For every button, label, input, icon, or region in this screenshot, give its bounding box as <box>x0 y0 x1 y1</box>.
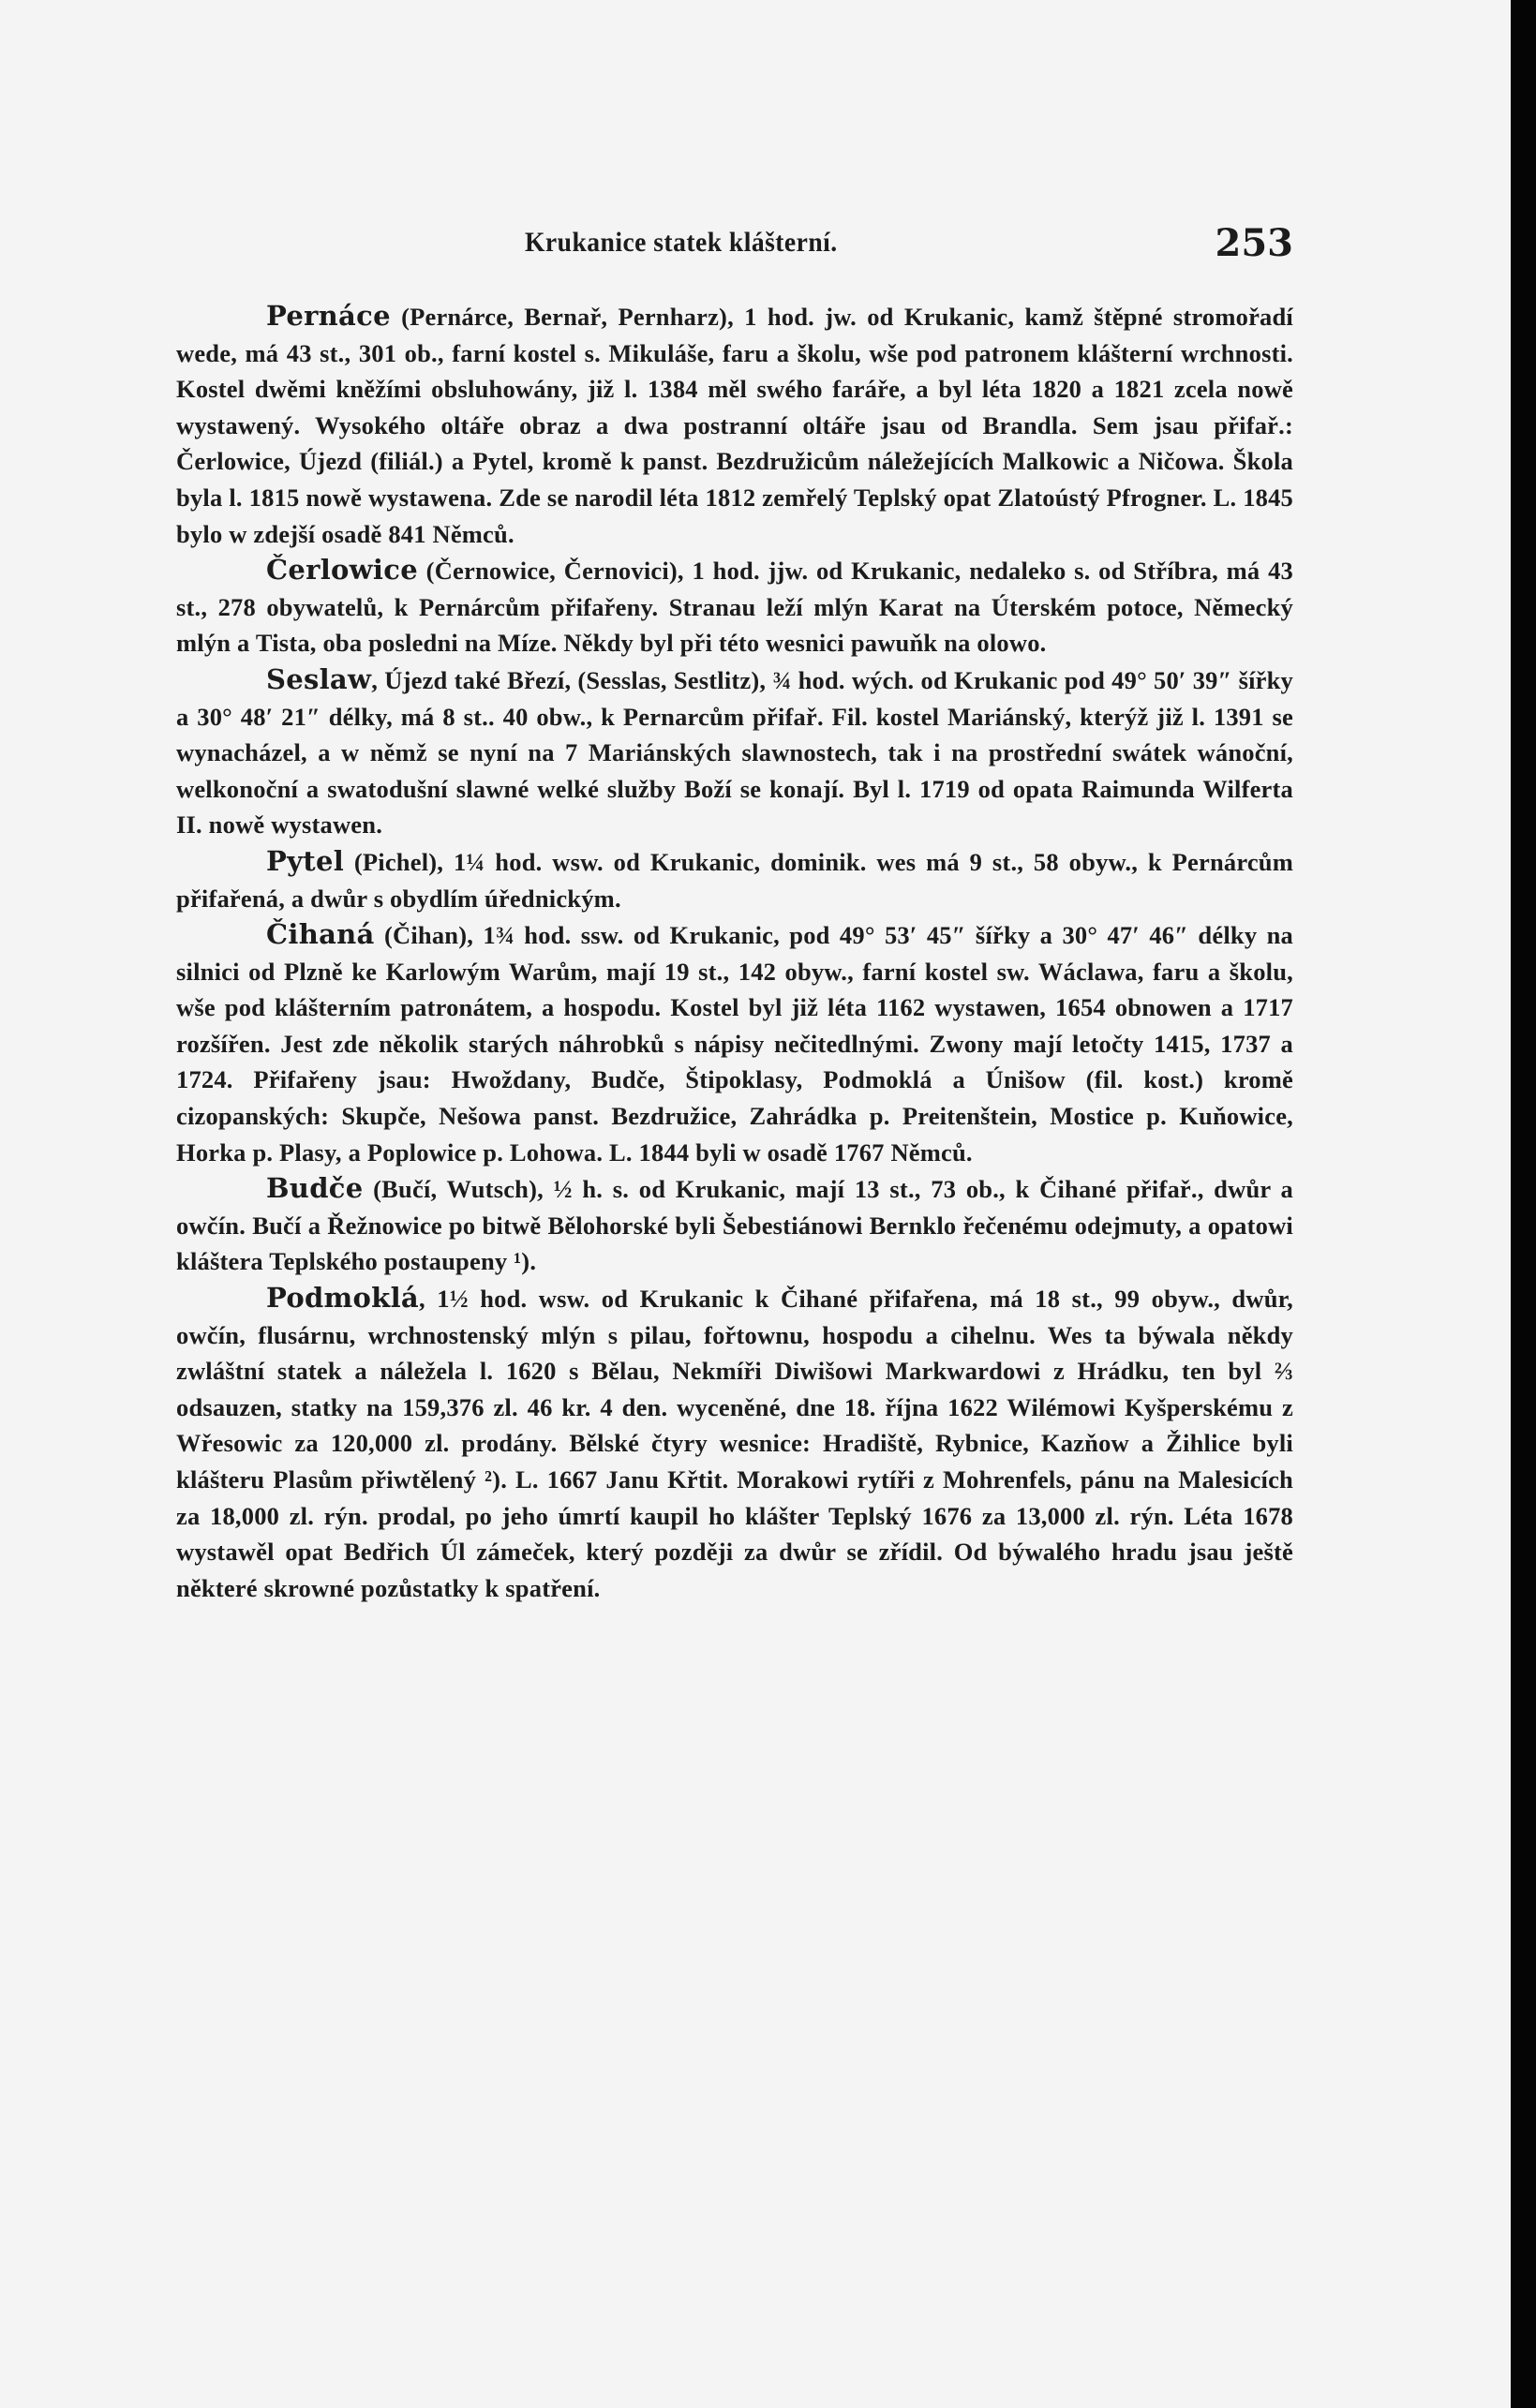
entry-text: (Pichel), 1¼ hod. wsw. od Krukanic, dominik. wes má 9 st., 58 obyw., k Pernárcům přifařená, a dwůr s obydlím úřednickým. <box>176 847 1293 913</box>
header-title: Krukanice statek klášterní. <box>525 227 838 258</box>
entry-podmokla <box>176 1280 1293 1606</box>
entry-term: Čerlowice <box>266 554 418 587</box>
body-text <box>176 298 1293 1606</box>
entry-term: Pernáce <box>266 300 391 332</box>
entry-term: Čihaná <box>266 918 375 951</box>
entry-cihana <box>176 916 1293 1170</box>
entry-budce <box>176 1170 1293 1280</box>
entry-cerlowice <box>176 552 1293 661</box>
entry-seslaw <box>176 661 1293 843</box>
page-number: 253 <box>1215 221 1293 265</box>
entry-text: (Čihan), 1¾ hod. ssw. od Krukanic, pod 49° 53′ 45″ šířky a 30° 47′ 46″ délky na silnici od Plzně ke Karlowým Warům, mají 19 st., 142 obyw., farní kostel sw. Wáclawa, faru a školu, wše pod klášterním patronátem, a hospodu. Kostel byl již léta 1162 wystawen, 1654 obnowen a 1717 rozšířen. Jest zde několik starých náhrobků s nápisy nečitedlnými. Zwony mají letočty 1415, 1737 a 1724. Přifařeny jsau: Hwoždany, Budče, Štipoklasy, Podmoklá a Únišow (fil. kost.) kromě cizopanských: Skupče, Nešowa panst. Bezdružice, Zahrádka p. Preitenštein, Mostice p. Kuňowice, Horka p. Plasy, a Poplowice p. Lohowa. L. 1844 byli w osadě 1767 Němců. <box>176 921 1293 1167</box>
entry-pernace <box>176 298 1293 552</box>
entry-text: (Pernárce, Bernař, Pernharz), 1 hod. jw. od Krukanic, kamž štěpné stromořadí wede, má 43 st., 301 ob., farní kostel s. Mikuláše, faru a školu, wše pod patronem klášterní wrchnosti. Kostel dwěmi kněžími obsluhowány, již l. 1384 měl swého faráře, a byl léta 1820 a 1821 zcela nowě wystawený. Wysokého oltáře obraz a dwa postranní oltáře jsau od Brandla. Sem jsau přifař.: Čerlowice, Újezd (filiál.) a Pytel, kromě k panst. Bezdružicům náležejících Malkowic a Ničowa. Škola byla l. 1815 nowě wystawena. Zde se narodil léta 1812 zemřelý Teplský opat Zlatoústý Pfrogner. L. 1845 bylo w zdejší osadě 841 Němců. <box>176 303 1293 548</box>
entry-term: Pytel <box>266 844 345 877</box>
entry-pytel <box>176 843 1293 916</box>
entry-text: , 1½ hod. wsw. od Krukanic k Čihané přifařena, má 18 st., 99 obyw., dwůr, owčín, flusárnu, wrchnostenský mlýn s pilau, fořtownu, hospodu a cihelnu. Wes ta býwala někdy zwláštní statek a náležela l. 1620 s Bělau, Nekmíři Diwišowi Markwardowi z Hrádku, ten byl ⅔ odsauzen, statky na 159,376 zl. 46 kr. 4 den. wyceněné, dne 18. října 1622 Wilémowi Kyšperskému z Wřesowic za 120,000 zl. prodány. Bělské čtyry wesnice: Hradiště, Rybnice, Kazňow a Žihlice byli klášteru Plasům přiwtělený ²). L. 1667 Janu Křtit. Morakowi rytíři z Mohrenfels, pánu na Malesicích za 18,000 zl. rýn. prodal, po jeho úmrtí kaupil ho klášter Teplský 1676 za 13,000 zl. rýn. Léta 1678 wystawěl opat Bedřich Úl zámeček, který později za dwůr se zřídil. Od býwalého hradu jsau ještě některé skrowné pozůstatky k spatření. <box>176 1285 1293 1602</box>
running-header <box>525 221 1293 268</box>
entry-text: (Bučí, Wutsch), ½ h. s. od Krukanic, mají 13 st., 73 ob., k Čihané přifař., dwůr a owčín. Bučí a Řežnowice po bitwě Bělohorské byli Šebestiánowi Bernklo řečenému odejmuty, a opatowi kláštera Teplského postaupeny ¹). <box>176 1175 1293 1276</box>
scan-edge <box>1511 0 1536 2408</box>
entry-text: , Újezd také Březí, (Sesslas, Sestlitz), ¾ hod. wých. od Krukanic pod 49° 50′ 39″ šířky a 30° 48′ 21″ délky, má 8 st.. 40 obw., k Pernarcům přifař. Fil. kostel Mariánský, kterýž již l. 1391 se wynacházel, a w němž se nyní na 7 Mariánských slawnostech, tak i na prostřední swátek wánoční, welkonoční a swatodušní slawné welké služby Boží se konají. Byl l. 1719 od opata Raimunda Wilferta II. nowě wystawen. <box>176 665 1293 840</box>
entry-term: Seslaw <box>266 662 372 695</box>
entry-term: Podmoklá <box>266 1282 419 1315</box>
entry-text: (Černowice, Černovici), 1 hod. jjw. od Krukanic, nedaleko s. od Stříbra, má 43 st., 278 obywatelů, k Pernárcům přifařeny. Stranau leží mlýn Karat na Úterském potoce, Německý mlýn a Tista, oba posledni na Míze. Někdy byl při této wesnici pawuňk na olowo. <box>176 557 1293 658</box>
entry-term: Budče <box>266 1172 364 1205</box>
